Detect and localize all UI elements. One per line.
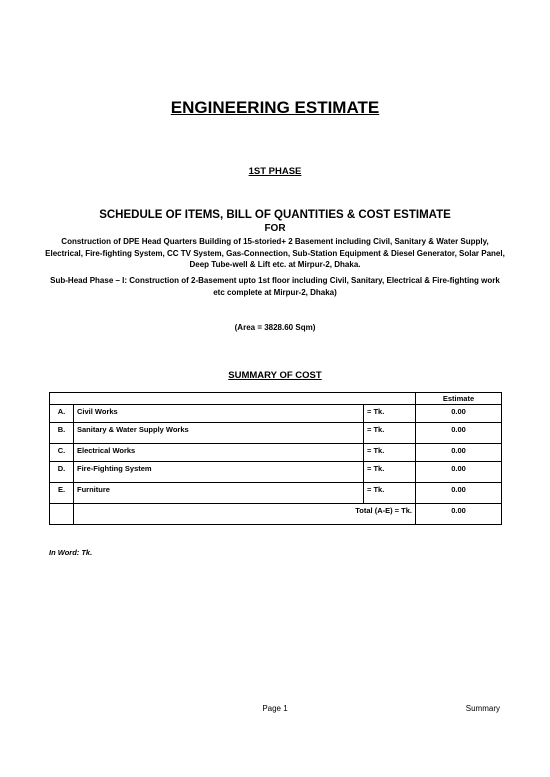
row-currency: = Tk. — [363, 444, 415, 462]
table-row — [50, 444, 502, 462]
row-currency: = Tk. — [363, 483, 415, 504]
summary-of-cost-table — [49, 392, 502, 525]
row-item: Fire-Fighting System — [74, 462, 364, 483]
summary-heading: SUMMARY OF COST — [228, 370, 322, 381]
row-item: Sanitary & Water Supply Works — [74, 423, 364, 444]
schedule-heading: SCHEDULE OF ITEMS, BILL OF QUANTITIES & COST ESTIMATE — [99, 209, 451, 221]
row-item: Civil Works — [74, 405, 364, 423]
row-serial: E. — [50, 483, 74, 504]
row-amount: 0.00 — [416, 462, 502, 483]
table-header-blank — [50, 393, 416, 405]
sub-head-description: Sub-Head Phase – I: Construction of 2-Basement upto 1st floor including Civil, Sanitary, Electrical & Fire-fighting work etc complete at Mirpur-2, Dhaka) — [50, 276, 500, 297]
estimate-header: Estimate — [416, 393, 502, 405]
row-currency: = Tk. — [363, 462, 415, 483]
table-row — [50, 423, 502, 444]
total-blank-cell — [50, 504, 74, 525]
row-item: Furniture — [74, 483, 364, 504]
row-serial: A. — [50, 405, 74, 423]
row-item: Electrical Works — [74, 444, 364, 462]
project-description: Construction of DPE Head Quarters Building of 15-storied+ 2 Basement including Civil, Sanitary & Water Supply, Electrical, Fire-fighting System, CC TV System, Gas-Connection, Sub-Station Equipment & Diesel Generator, Solar Panel, Deep Tube-well & Lift etc. at Mirpur-2, Dhaka. — [45, 237, 505, 269]
row-amount: 0.00 — [416, 423, 502, 444]
row-amount: 0.00 — [416, 405, 502, 423]
for-label: FOR — [264, 223, 286, 234]
document-title: ENGINEERING ESTIMATE — [170, 98, 380, 117]
row-serial: D. — [50, 462, 74, 483]
area-label: (Area = 3828.60 Sqm) — [234, 323, 316, 332]
row-amount: 0.00 — [416, 444, 502, 462]
phase-heading: 1ST PHASE — [248, 166, 302, 177]
table-row — [50, 462, 502, 483]
table-row — [50, 483, 502, 504]
sheet-name: Summary — [465, 704, 500, 713]
table-header-row — [50, 393, 502, 405]
total-label: Total (A-E) = Tk. — [74, 504, 416, 525]
total-row — [50, 504, 502, 525]
row-serial: B. — [50, 423, 74, 444]
row-currency: = Tk. — [363, 405, 415, 423]
row-amount: 0.00 — [416, 483, 502, 504]
total-amount: 0.00 — [416, 504, 502, 525]
row-serial: C. — [50, 444, 74, 462]
in-word-label: In Word: Tk. — [49, 548, 93, 557]
page-number: Page 1 — [262, 704, 288, 713]
row-currency: = Tk. — [363, 423, 415, 444]
table-row — [50, 405, 502, 423]
